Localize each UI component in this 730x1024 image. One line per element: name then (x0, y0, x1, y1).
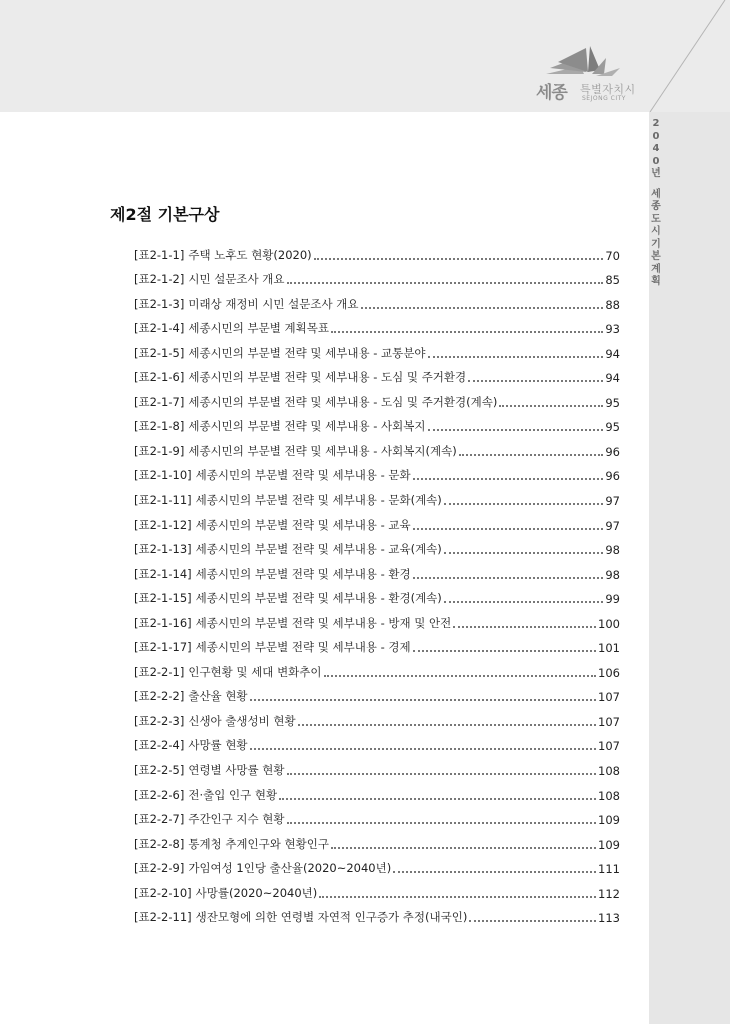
toc-entry-label (134, 664, 322, 680)
toc-entry[interactable] (134, 606, 620, 631)
toc-entry-label (134, 615, 451, 631)
toc-entry[interactable] (134, 508, 620, 533)
side-title-char: 4 (652, 143, 660, 154)
toc-dot-leader (287, 822, 597, 824)
toc-dot-leader (499, 405, 603, 407)
toc-entry-code: [표2-1-8] (134, 419, 185, 434)
side-title-char: 2 (652, 118, 660, 129)
toc-entry-page: 112 (598, 886, 620, 901)
toc-entry-label (134, 517, 411, 533)
toc-entry-page: 111 (598, 862, 620, 877)
toc-entry-title: 미래상 재정비 시민 설문조사 개요 (188, 296, 359, 311)
toc-entry[interactable] (134, 655, 620, 680)
toc-entry-page: 94 (605, 346, 620, 361)
toc-dot-leader (428, 356, 604, 358)
toc-entry[interactable] (134, 631, 620, 656)
toc-entry-title: 사망률(2020~2040년) (195, 885, 318, 900)
toc-dot-leader (413, 577, 604, 579)
side-title-char: 세 (651, 188, 661, 200)
toc-entry[interactable] (134, 410, 620, 435)
toc-entry-label (134, 369, 466, 385)
toc-entry-label (134, 394, 497, 410)
toc-entry-page: 95 (605, 395, 620, 410)
toc-dot-leader (250, 699, 597, 701)
toc-dot-leader (250, 748, 597, 750)
toc-entry-title: 세종시민의 부문별 전략 및 세부내용 - 사회복지(계속) (188, 443, 457, 458)
toc-entry-page: 108 (598, 764, 620, 779)
side-title-char: 계 (651, 263, 661, 275)
toc-entry-page: 100 (598, 616, 620, 631)
toc-entry-code: [표2-2-2] (134, 689, 185, 704)
toc-entry-title: 세종시민의 부문별 전략 및 세부내용 - 교육(계속) (195, 542, 442, 557)
toc-entry[interactable] (134, 704, 620, 729)
toc-entry[interactable] (134, 729, 620, 754)
vertical-side-title (649, 118, 663, 289)
toc-entry-code: [표2-1-15] (134, 591, 192, 606)
toc-entry[interactable] (134, 287, 620, 312)
toc-entry[interactable] (134, 680, 620, 705)
toc-entry-code: [표2-1-17] (134, 640, 192, 655)
toc-entry-code: [표2-2-8] (134, 836, 185, 851)
toc-entry-title: 주택 노후도 현황(2020) (188, 247, 312, 262)
toc-entry-page: 97 (605, 494, 620, 509)
toc-entry-code: [표2-2-9] (134, 861, 185, 876)
toc-entry-label (134, 443, 457, 459)
table-of-contents (134, 238, 620, 925)
toc-entry[interactable] (134, 582, 620, 607)
toc-entry[interactable] (134, 557, 620, 582)
toc-entry-code: [표2-2-4] (134, 738, 185, 753)
toc-entry-code: [표2-2-6] (134, 787, 185, 802)
toc-entry-title: 생잔모형에 의한 연령별 자연적 인구증가 추정(내국인) (195, 910, 468, 925)
toc-entry-code: [표2-1-9] (134, 443, 185, 458)
toc-entry-page: 96 (605, 469, 620, 484)
toc-entry-label (134, 713, 296, 729)
side-title-char: 기 (651, 238, 661, 250)
toc-entry-title: 주간인구 지수 현황 (188, 812, 285, 827)
side-title-char: 도 (651, 213, 661, 225)
toc-entry-label (134, 271, 285, 287)
toc-entry-code: [표2-1-4] (134, 321, 185, 336)
toc-entry-title: 세종시민의 부문별 전략 및 세부내용 - 사회복지 (188, 419, 426, 434)
side-title-char: 획 (651, 276, 661, 287)
toc-entry-page: 108 (598, 788, 620, 803)
logo-sub-ko: 특별자치시 (580, 83, 636, 96)
toc-dot-leader (287, 282, 604, 284)
toc-entry-code: [표2-1-5] (134, 345, 185, 360)
toc-entry-page: 109 (598, 813, 620, 828)
toc-dot-leader (393, 871, 596, 873)
toc-dot-leader (444, 601, 604, 603)
toc-entry-code: [표2-1-12] (134, 517, 192, 532)
toc-entry-label (134, 811, 285, 827)
toc-entry[interactable] (134, 778, 620, 803)
toc-entry-code: [표2-1-1] (134, 247, 185, 262)
toc-entry-title: 세종시민의 부문별 전략 및 세부내용 - 환경(계속) (195, 591, 442, 606)
toc-entry-label (134, 762, 285, 778)
side-title-char: 시 (651, 226, 661, 237)
toc-entry-title: 가임여성 1인당 출산율(2020~2040년) (188, 861, 392, 876)
toc-entry-code: [표2-2-5] (134, 763, 185, 778)
toc-dot-leader (444, 552, 604, 554)
toc-entry-code: [표2-2-7] (134, 812, 185, 827)
toc-entry-title: 세종시민의 부문별 전략 및 세부내용 - 환경 (195, 566, 411, 581)
toc-dot-leader (413, 650, 596, 652)
toc-dot-leader (279, 798, 596, 800)
toc-dot-leader (413, 528, 604, 530)
toc-entry[interactable] (134, 827, 620, 852)
side-title-char: 0 (652, 155, 660, 167)
logo-name-ko: 세종 (536, 83, 567, 103)
toc-entry-label (134, 737, 248, 753)
toc-dot-leader (459, 454, 604, 456)
toc-entry[interactable] (134, 336, 620, 361)
toc-dot-leader (453, 626, 596, 628)
toc-entry-code: [표2-1-13] (134, 542, 192, 557)
toc-dot-leader (314, 258, 604, 260)
toc-entry-label (134, 247, 312, 263)
toc-entry-title: 연령별 사망률 현황 (188, 763, 285, 778)
toc-entry-title: 세종시민의 부문별 전략 및 세부내용 - 경제 (195, 640, 411, 655)
toc-dot-leader (319, 896, 596, 898)
toc-entry-page: 98 (605, 567, 620, 582)
toc-entry-label (134, 492, 442, 508)
toc-entry[interactable] (134, 803, 620, 828)
toc-entry-code: [표2-2-11] (134, 910, 192, 925)
toc-entry-label (134, 909, 467, 925)
toc-entry-page: 98 (605, 543, 620, 558)
toc-dot-leader (413, 478, 604, 480)
toc-entry-title: 인구현황 및 세대 변화추이 (188, 664, 322, 679)
toc-entry-page: 88 (605, 297, 620, 312)
toc-entry-label (134, 541, 442, 557)
sejong-logo (536, 44, 646, 106)
toc-dot-leader (361, 307, 604, 309)
toc-entry-code: [표2-1-10] (134, 468, 192, 483)
toc-entry-title: 세종시민의 부문별 전략 및 세부내용 - 문화(계속) (195, 493, 442, 508)
toc-entry[interactable] (134, 901, 620, 926)
toc-entry-code: [표2-1-2] (134, 272, 185, 287)
toc-entry-title: 세종시민의 부문별 전략 및 세부내용 - 교통분야 (188, 345, 426, 360)
toc-entry-title: 세종시민의 부문별 전략 및 세부내용 - 도심 및 주거환경(계속) (188, 394, 498, 409)
toc-entry-label (134, 860, 391, 876)
toc-entry-page: 107 (598, 739, 620, 754)
toc-entry-page: 85 (605, 273, 620, 288)
side-title-char: 0 (652, 130, 660, 142)
toc-dot-leader (468, 380, 603, 382)
toc-entry-label (134, 566, 411, 582)
toc-entry-page: 94 (605, 371, 620, 386)
toc-entry-title: 세종시민의 부문별 전략 및 세부내용 - 교육 (195, 517, 411, 532)
toc-dot-leader (444, 503, 604, 505)
side-title-char: 본 (651, 251, 661, 262)
toc-entry[interactable] (134, 385, 620, 410)
side-title-char: 종 (651, 201, 661, 212)
toc-entry[interactable] (134, 459, 620, 484)
toc-dot-leader (428, 429, 604, 431)
toc-entry-page: 101 (598, 641, 620, 656)
toc-entry-code: [표2-2-3] (134, 713, 185, 728)
toc-entry-label (134, 639, 411, 655)
toc-entry-label (134, 787, 277, 803)
toc-entry-page: 107 (598, 714, 620, 729)
toc-dot-leader (469, 920, 596, 922)
toc-entry-page: 113 (598, 911, 620, 926)
toc-entry-label (134, 320, 329, 336)
toc-entry-label (134, 590, 442, 606)
toc-entry-code: [표2-2-1] (134, 664, 185, 679)
toc-entry[interactable] (134, 263, 620, 288)
toc-entry-label (134, 688, 248, 704)
toc-entry-code: [표2-1-16] (134, 615, 192, 630)
toc-entry-code: [표2-1-6] (134, 370, 185, 385)
toc-entry-title: 출산율 현황 (188, 689, 248, 704)
toc-entry-code: [표2-1-14] (134, 566, 192, 581)
toc-entry-page: 95 (605, 420, 620, 435)
toc-entry[interactable] (134, 852, 620, 877)
toc-entry-title: 세종시민의 부문별 계획목표 (188, 321, 329, 336)
toc-entry[interactable] (134, 876, 620, 901)
toc-entry-page: 107 (598, 690, 620, 705)
toc-entry[interactable] (134, 434, 620, 459)
toc-entry-title: 사망률 현황 (188, 738, 248, 753)
toc-entry-label (134, 345, 426, 361)
toc-entry-label (134, 418, 426, 434)
toc-entry[interactable] (134, 361, 620, 386)
toc-entry[interactable] (134, 753, 620, 778)
toc-entry-page: 99 (605, 592, 620, 607)
toc-entry-code: [표2-1-3] (134, 296, 185, 311)
toc-dot-leader (324, 675, 597, 677)
sejong-emblem-icon (540, 44, 640, 80)
logo-name-en: SEJONG CITY (582, 95, 626, 102)
toc-entry[interactable] (134, 533, 620, 558)
toc-entry-page: 70 (605, 248, 620, 263)
toc-entry-code: [표2-1-11] (134, 493, 192, 508)
toc-entry-title: 신생아 출생성비 현황 (188, 713, 296, 728)
toc-entry[interactable] (134, 312, 620, 337)
toc-entry-title: 세종시민의 부문별 전략 및 세부내용 - 도심 및 주거환경 (188, 370, 467, 385)
toc-entry-code: [표2-2-10] (134, 885, 192, 900)
toc-entry-title: 시민 설문조사 개요 (188, 272, 285, 287)
section-title: 제2절 기본구상 (110, 205, 220, 224)
toc-entry-page: 106 (598, 665, 620, 680)
toc-entry-label (134, 467, 411, 483)
toc-entry-title: 세종시민의 부문별 전략 및 세부내용 - 문화 (195, 468, 411, 483)
toc-entry-page: 109 (598, 837, 620, 852)
toc-entry-label (134, 296, 359, 312)
toc-dot-leader (298, 724, 596, 726)
toc-entry-code: [표2-1-7] (134, 394, 185, 409)
toc-entry-title: 세종시민의 부문별 전략 및 세부내용 - 방재 및 안전 (195, 615, 452, 630)
toc-entry-page: 97 (605, 518, 620, 533)
toc-entry-label (134, 836, 329, 852)
toc-entry-page: 93 (605, 322, 620, 337)
toc-dot-leader (331, 331, 603, 333)
toc-entry-page: 96 (605, 444, 620, 459)
toc-entry-label (134, 885, 317, 901)
toc-entry[interactable] (134, 238, 620, 263)
toc-entry[interactable] (134, 483, 620, 508)
toc-dot-leader (287, 773, 597, 775)
toc-entry-title: 전·출입 인구 현황 (188, 787, 278, 802)
toc-entry-title: 통계청 추계인구와 현황인구 (188, 836, 329, 851)
toc-dot-leader (331, 847, 596, 849)
side-title-char: 년 (651, 168, 661, 179)
